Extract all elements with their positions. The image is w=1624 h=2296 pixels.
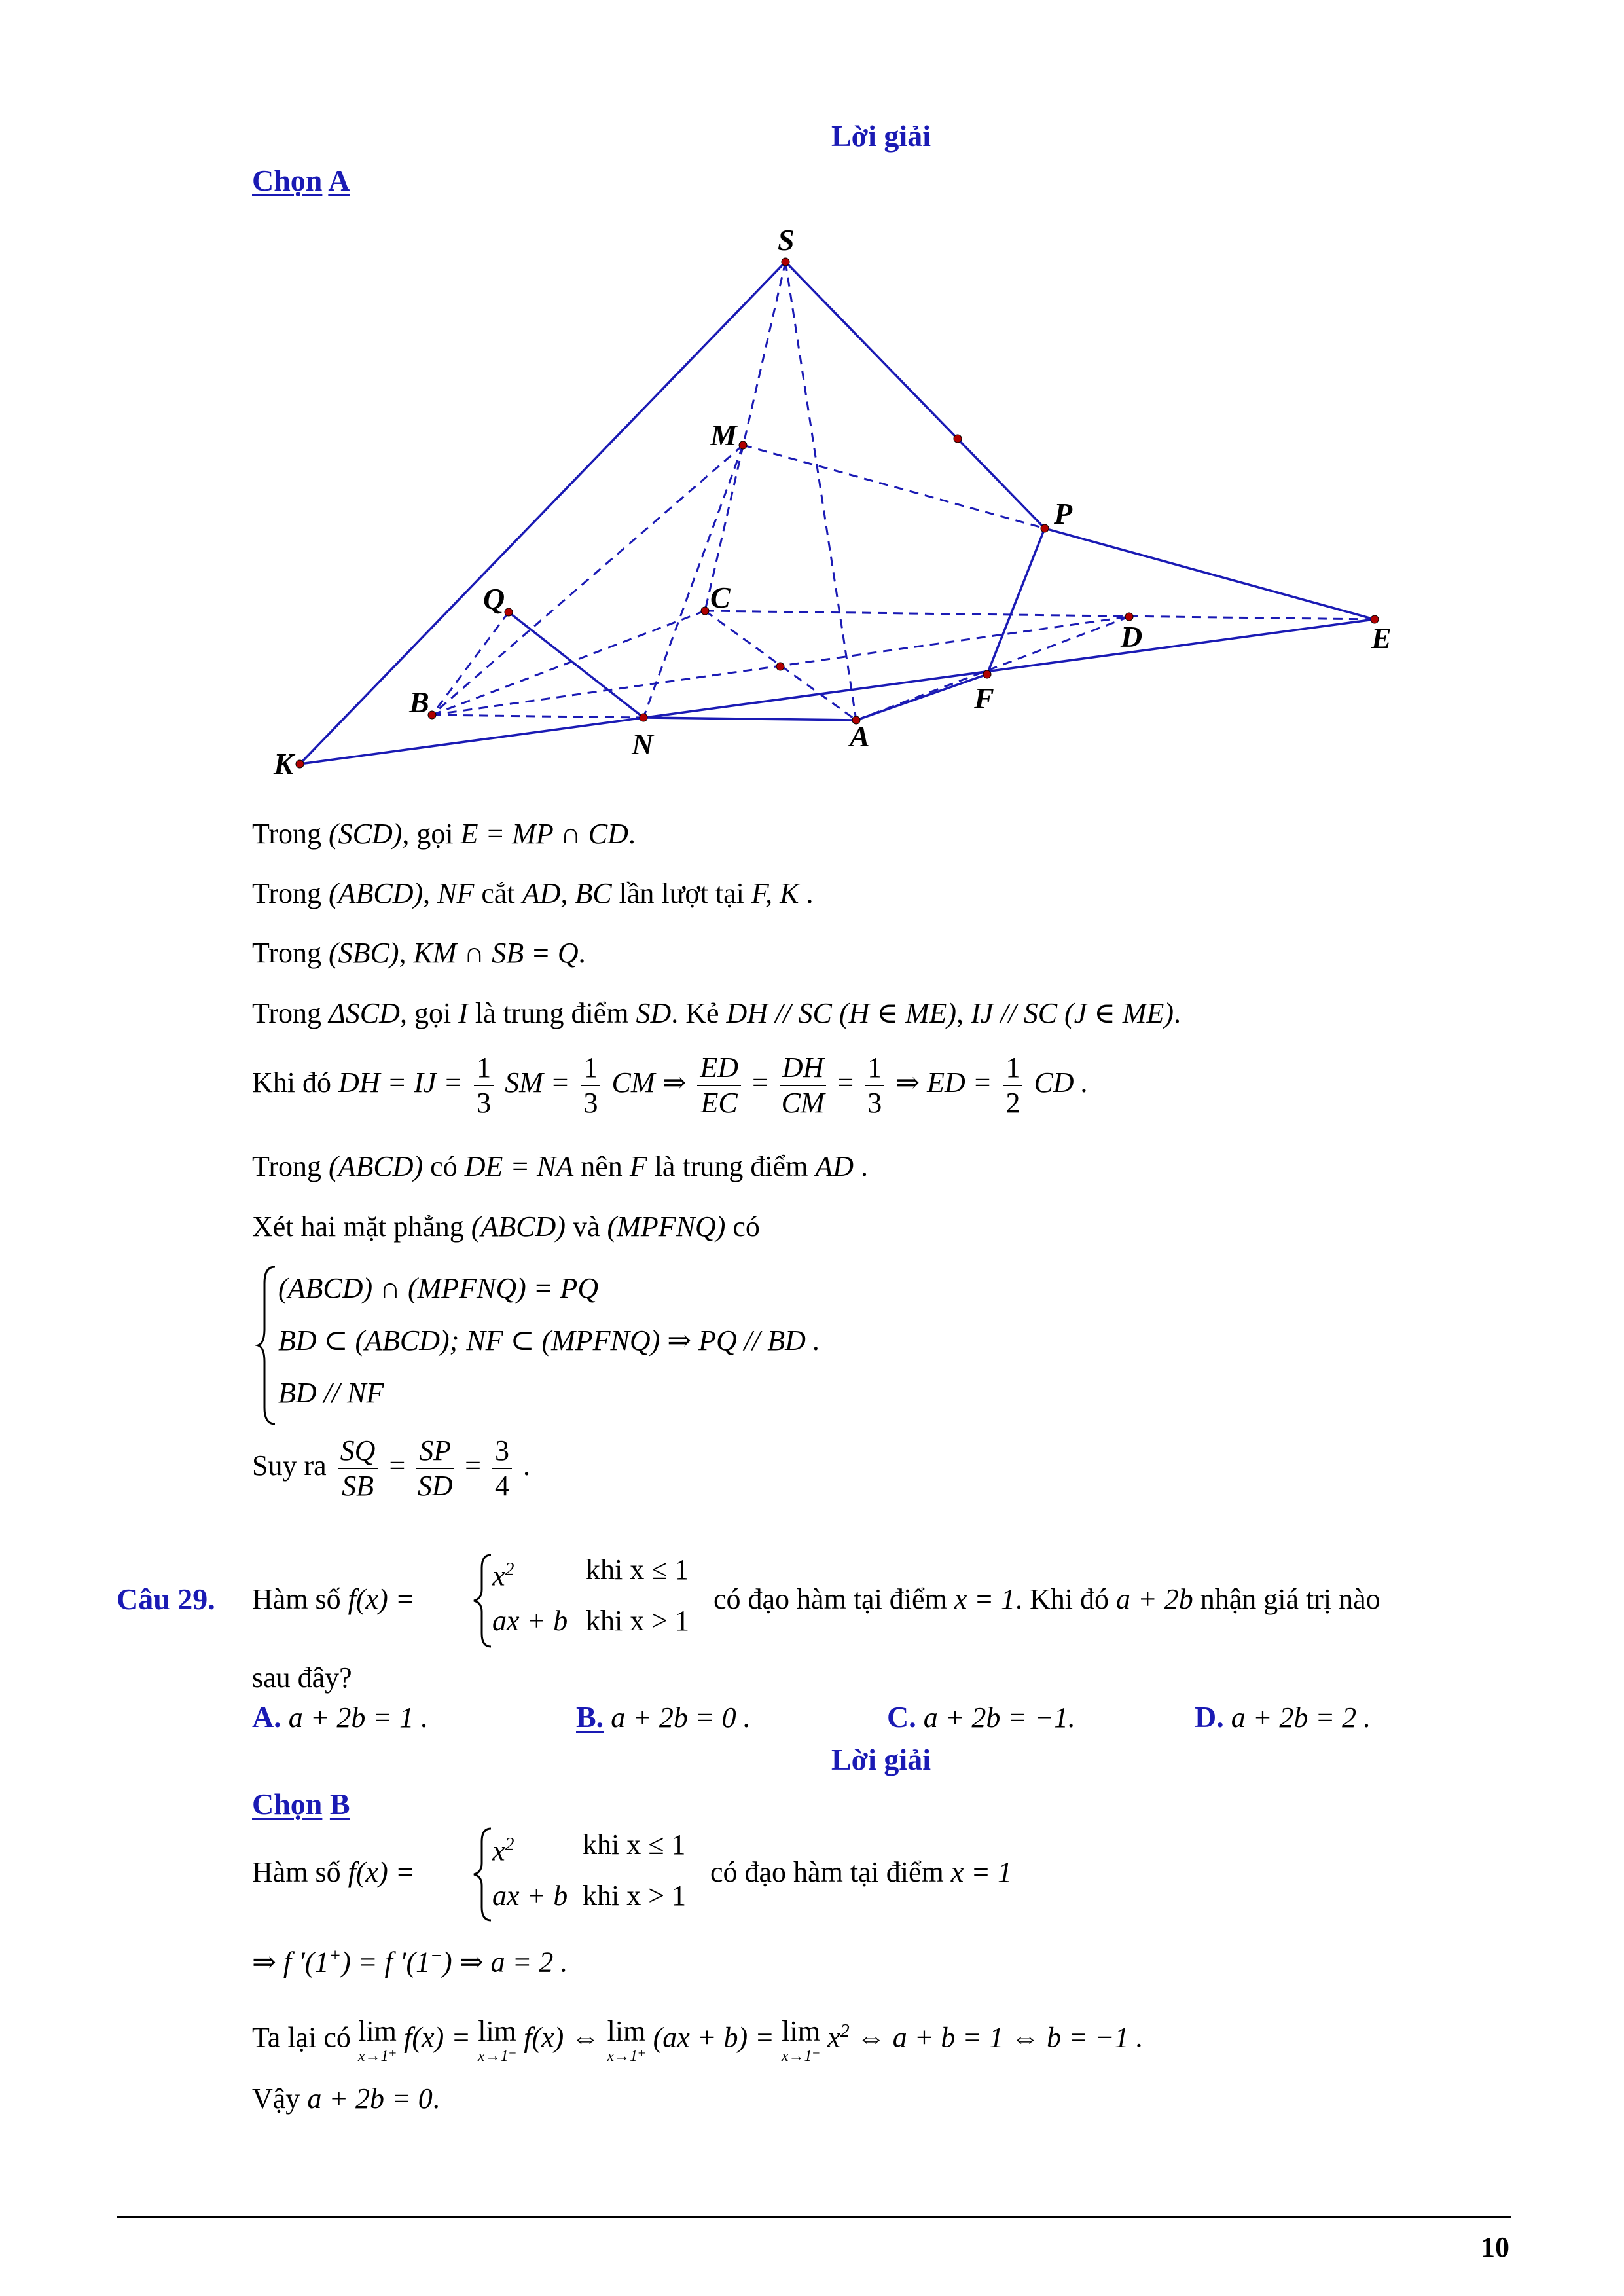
sol2-piece-1: $x^2$ <box>492 1834 514 1867</box>
question-text-line2: sau đây? <box>252 1662 352 1694</box>
label-S: S <box>778 223 795 257</box>
sol2-line-1-cont: có đạo hàm tại điểm x = 1 <box>710 1856 1013 1888</box>
sol2-piece-2-cond: khi x > 1 <box>583 1880 687 1912</box>
line-4: Trong ΔSCD, gọi I là trung điểm SD. Kẻ DH // SC (H ∈ ME), IJ // SC (J ∈ ME). <box>252 997 1181 1029</box>
edge-QB <box>432 612 509 715</box>
label-N: N <box>632 727 654 761</box>
option-a[interactable]: A. a + 2b = 1 . <box>252 1700 429 1734</box>
solution-heading: Lời giải <box>831 119 931 153</box>
label-C: C <box>710 581 731 614</box>
question-label: Câu 29. <box>117 1582 215 1616</box>
piece-1-cond: khi x ≤ 1 <box>586 1554 689 1586</box>
piece-1: $x^2$ <box>492 1559 514 1592</box>
label-D: D <box>1121 620 1143 653</box>
label-Q: Q <box>483 582 505 615</box>
line-5: Khi đó DH = IJ = $\frac{1}{3}$ SM = $\frac{1}{3}$ CM ⇒ $\frac{ED}{EC}$ = $\frac{DH}{CM}$ = $\frac{1}{3}$ ⇒ ED = $\frac{1}{2}$ CD . <box>252 1051 1089 1119</box>
question-text: Hàm số f(x) = <box>252 1583 415 1615</box>
solution-heading-2: Lời giải <box>831 1743 931 1776</box>
piece-2: ax + b <box>492 1605 568 1637</box>
label-A: A <box>850 720 870 753</box>
sol2-line-2: ⇒ f ′(1+) = f ′(1−) ⇒ a = 2 . <box>252 1946 568 1978</box>
label-B: B <box>409 685 429 719</box>
line-7: Xét hai mặt phẳng (ABCD) và (MPFNQ) có <box>252 1211 760 1243</box>
system-row-1: (ABCD) ∩ (MPFNQ) = PQ <box>278 1272 599 1304</box>
system-brace <box>255 1264 281 1427</box>
option-b[interactable]: B. a + 2b = 0 . <box>576 1700 751 1734</box>
line-8: Suy ra $\frac{SQ}{SB}$ = $\frac{SP}{SD}$ = $\frac{3}{4}$ . <box>252 1434 530 1502</box>
choose-answer-2 <box>252 1786 350 1823</box>
edge-MP <box>743 445 1045 528</box>
choose-prefix-2: Chọn <box>252 1787 323 1821</box>
line-1: Trong (SCD), gọi E = MP ∩ CD. <box>252 818 636 850</box>
line-3: Trong (SBC), KM ∩ SB = Q. <box>252 937 586 969</box>
label-F: F <box>974 682 994 715</box>
label-M: M <box>710 418 737 452</box>
sol2-line-4: Vậy a + 2b = 0. <box>252 2083 440 2115</box>
edge-BC <box>432 611 705 715</box>
edge-SK <box>300 262 785 764</box>
page-number: 10 <box>1481 2231 1509 2263</box>
edge-KE <box>300 619 1375 764</box>
option-d[interactable]: D. a + 2b = 2 . <box>1195 1700 1371 1734</box>
choose-letter: A <box>328 164 350 197</box>
sol2-line-3: Ta lại có lim x→1⁺ f(x) = lim x→1⁻ f(x) ⇔ lim x→1⁺ (ax + b) = lim x→1⁻ $x^2$ ⇔ a + b = 1 ⇔ b = −1 . <box>252 2015 1144 2065</box>
line-2: Trong (ABCD), NF cắt AD, BC lần lượt tại F, K . <box>252 877 814 909</box>
line-6: Trong (ABCD) có DE = NA nên F là trung điểm AD . <box>252 1150 868 1182</box>
choose-letter-2: B <box>329 1787 350 1821</box>
sol2-piece-1-cond: khi x ≤ 1 <box>583 1829 686 1861</box>
footer-rule <box>117 2216 1511 2218</box>
edge-PE <box>1045 528 1375 619</box>
question-text-cont: có đạo hàm tại điểm x = 1. Khi đó a + 2b nhận giá trị nào <box>713 1583 1380 1615</box>
label-P: P <box>1054 497 1073 530</box>
edge-SP <box>785 262 1045 528</box>
edge-BN <box>432 715 643 718</box>
pyramid-figure <box>0 0 1624 818</box>
system-row-2: BD ⊂ (ABCD); NF ⊂ (MPFNQ) ⇒ PQ // BD . <box>278 1324 820 1357</box>
option-c[interactable]: C. a + 2b = −1. <box>887 1700 1075 1734</box>
sol2-line-1: Hàm số f(x) = <box>252 1856 415 1888</box>
sol2-piece-2: ax + b <box>492 1880 568 1912</box>
system-row-3: BD // NF <box>278 1377 384 1409</box>
choose-prefix: Chọn <box>252 164 323 197</box>
label-K: K <box>274 747 294 780</box>
edge-SA <box>785 262 856 720</box>
edge-NA <box>643 718 856 720</box>
label-E: E <box>1371 621 1392 655</box>
piece-2-cond: khi x > 1 <box>586 1605 690 1637</box>
edge-CE <box>705 611 1375 619</box>
